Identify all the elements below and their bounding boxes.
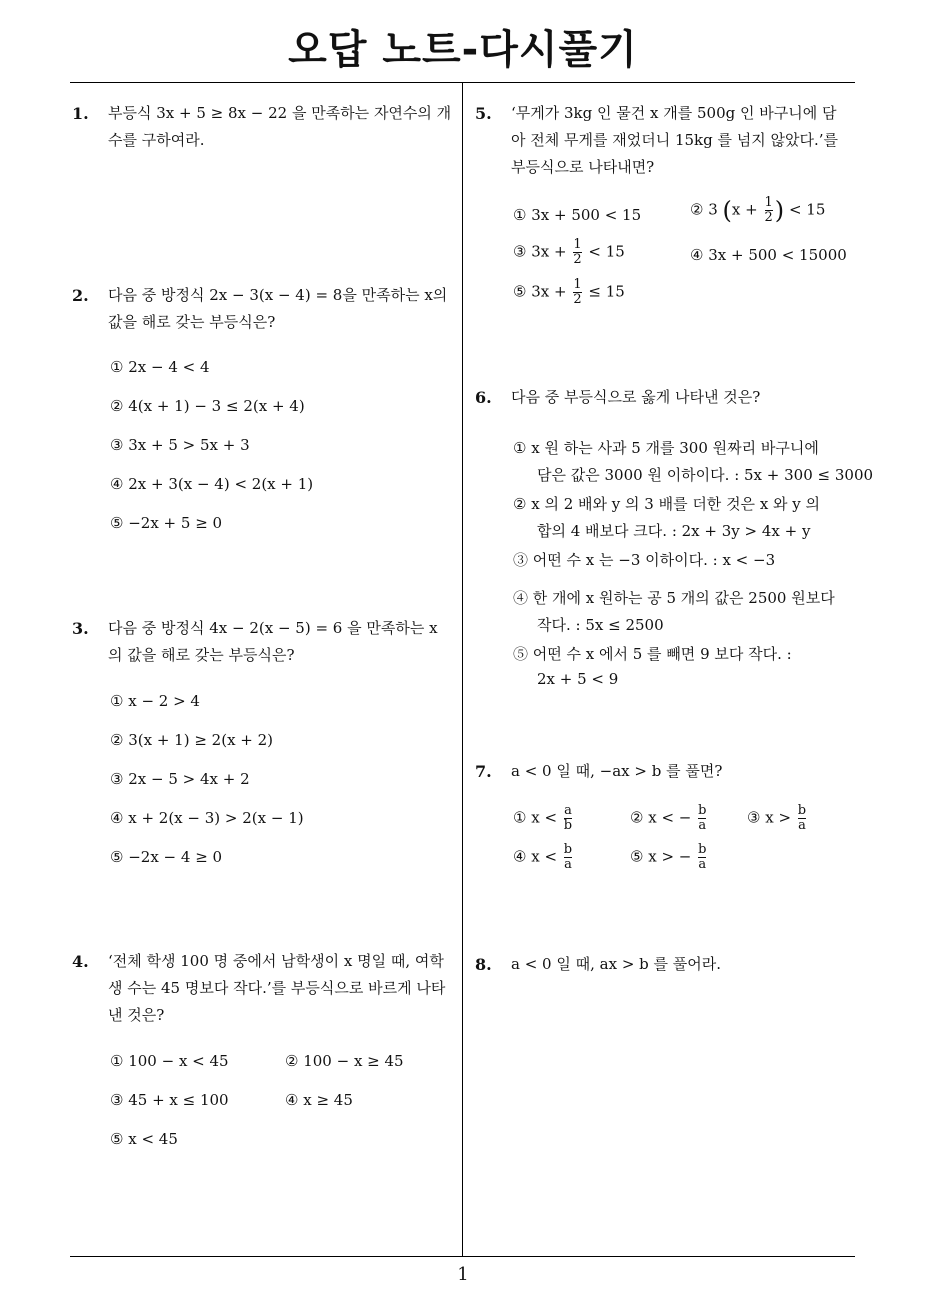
option[interactable]: ① x − 2 > 4 (110, 692, 200, 710)
option-text: < 15 (588, 242, 625, 261)
fraction (573, 238, 581, 267)
option-text: ① x < (513, 808, 558, 827)
problem-number: 6. (475, 388, 492, 407)
problem-8 (475, 951, 850, 978)
problem-7 (475, 758, 850, 785)
page-number: 1 (457, 1264, 469, 1285)
problem-6 (475, 384, 850, 411)
denominator: b (563, 818, 573, 833)
numerator: 1 (573, 237, 582, 252)
option[interactable]: ① 2x − 4 < 4 (110, 358, 210, 376)
fraction (765, 196, 773, 225)
option[interactable]: ② 3(x + 1) ≥ 2(x + 2) (110, 731, 274, 749)
option-continued: 합의 4 배보다 크다. : 2x + 3y > 4x + y (537, 522, 811, 540)
option[interactable]: ④ x ≥ 45 (285, 1091, 353, 1109)
option[interactable]: ② 4(x + 1) − 3 ≤ 2(x + 4) (110, 397, 305, 415)
option[interactable]: ③ 3x + 5 > 5x + 3 (110, 436, 250, 454)
problem-number: 2. (72, 286, 89, 305)
problem-5 (475, 100, 850, 181)
problem-stem: ‘무게가 3kg 인 물건 x 개를 500g 인 바구니에 담아 전체 무게를 재었더니 15kg 를 넘지 않았다.’를 부등식으로 나타내면? (511, 104, 839, 176)
option-continued: 담은 값은 3000 원 이하이다. : 5x + 300 ≤ 3000 (537, 466, 874, 484)
option-text: ③ x > (747, 808, 792, 827)
option-text: ② 3 (690, 200, 718, 219)
page-title: 오답 노트-다시풀기 (288, 27, 638, 73)
problem-stem: 다음 중 방정식 4x − 2(x − 5) = 6 을 만족하는 x 의 값을 해로 갖는 부등식은? (108, 619, 438, 664)
numerator: a (564, 803, 572, 818)
problem-2 (72, 282, 452, 336)
numerator: 1 (764, 195, 773, 210)
problem-stem: a < 0 일 때, ax > b 를 풀어라. (511, 955, 722, 973)
option[interactable]: ④ x + 2(x − 3) > 2(x − 1) (110, 809, 304, 827)
option-text: ② x < − (630, 808, 692, 827)
denominator: a (698, 818, 707, 833)
option-text: ④ x < (513, 847, 558, 866)
numerator: b (563, 842, 573, 857)
problem-4 (72, 948, 457, 1029)
option[interactable] (513, 238, 625, 267)
problem-number: 8. (475, 955, 492, 974)
numerator: 1 (573, 277, 582, 292)
fraction (798, 804, 806, 833)
column-divider (462, 83, 463, 1256)
problem-stem: 다음 중 방정식 2x − 3(x − 4) = 8을 만족하는 x의 값을 해로 갖는 부등식은? (108, 286, 448, 331)
problem-stem: 부등식 3x + 5 ≥ 8x − 22 을 만족하는 자연수의 개수를 구하여라. (108, 104, 452, 149)
numerator: b (797, 803, 807, 818)
option-continued: 2x + 5 < 9 (537, 670, 619, 688)
option[interactable]: ⑤ x < 45 (110, 1130, 178, 1148)
problem-stem: ‘전체 학생 100 명 중에서 남학생이 x 명일 때, 여학생 수는 45 명보다 작다.’를 부등식으로 바르게 나타낸 것은? (108, 952, 446, 1024)
option[interactable]: ① 100 − x < 45 (110, 1052, 229, 1070)
fraction (573, 278, 581, 307)
option[interactable]: ④ 2x + 3(x − 4) < 2(x + 1) (110, 475, 314, 493)
denominator: a (564, 857, 572, 872)
problem-number: 5. (475, 104, 492, 123)
option[interactable] (747, 804, 808, 833)
option[interactable] (513, 278, 625, 307)
option[interactable]: ④ 3x + 500 < 15000 (690, 246, 847, 264)
denominator: 2 (573, 292, 582, 307)
option[interactable]: ① 3x + 500 < 15 (513, 206, 642, 224)
option[interactable]: ② x 의 2 배와 y 의 3 배를 더한 것은 x 와 y 의 (513, 495, 821, 513)
option-text: ⑤ 3x + (513, 282, 567, 301)
problem-stem: 다음 중 부등식으로 옳게 나타낸 것은? (511, 388, 761, 406)
problem-3 (72, 615, 452, 669)
problem-number: 7. (475, 762, 492, 781)
problem-number: 4. (72, 952, 89, 971)
option[interactable] (513, 804, 574, 833)
option[interactable]: ③ 어떤 수 x 는 −3 이하이다. : x < −3 (513, 551, 776, 569)
fraction (564, 804, 572, 833)
problem-1 (72, 100, 452, 154)
option[interactable]: ② 100 − x ≥ 45 (285, 1052, 404, 1070)
option[interactable]: ⑤ −2x + 5 ≥ 0 (110, 514, 223, 532)
denominator: a (798, 818, 806, 833)
option[interactable] (513, 843, 574, 872)
numerator: b (698, 803, 707, 818)
option[interactable]: ① x 원 하는 사과 5 개를 300 원짜리 바구니에 (513, 439, 819, 457)
fraction (698, 843, 706, 872)
problem-number: 1. (72, 104, 89, 123)
denominator: 2 (573, 252, 582, 267)
option-continued: 작다. : 5x ≤ 2500 (537, 616, 664, 634)
option[interactable]: ⑤ 어떤 수 x 에서 5 를 빼면 9 보다 작다. : (513, 645, 792, 663)
denominator: a (698, 857, 707, 872)
denominator: 2 (764, 210, 773, 225)
option[interactable] (630, 804, 708, 833)
option[interactable]: ④ 한 개에 x 원하는 공 5 개의 값은 2500 원보다 (513, 589, 835, 607)
problem-number: 3. (72, 619, 89, 638)
option-text: ≤ 15 (588, 282, 625, 301)
fraction (564, 843, 572, 872)
option[interactable]: ③ 45 + x ≤ 100 (110, 1091, 229, 1109)
option-text: x + (731, 200, 758, 219)
option-text: ③ 3x + (513, 242, 567, 261)
fraction (698, 804, 706, 833)
option-text: ⑤ x > − (630, 847, 692, 866)
bottom-rule (70, 1256, 855, 1257)
numerator: b (698, 842, 707, 857)
option[interactable]: ③ 2x − 5 > 4x + 2 (110, 770, 250, 788)
problem-stem: a < 0 일 때, −ax > b 를 풀면? (511, 762, 723, 780)
option[interactable]: ② 3 (x + $\frac{1}{2}$ ) < 15 (690, 195, 826, 225)
option[interactable]: ⑤ −2x − 4 ≥ 0 (110, 848, 223, 866)
option[interactable] (630, 843, 708, 872)
option-text: < 15 (788, 200, 826, 219)
